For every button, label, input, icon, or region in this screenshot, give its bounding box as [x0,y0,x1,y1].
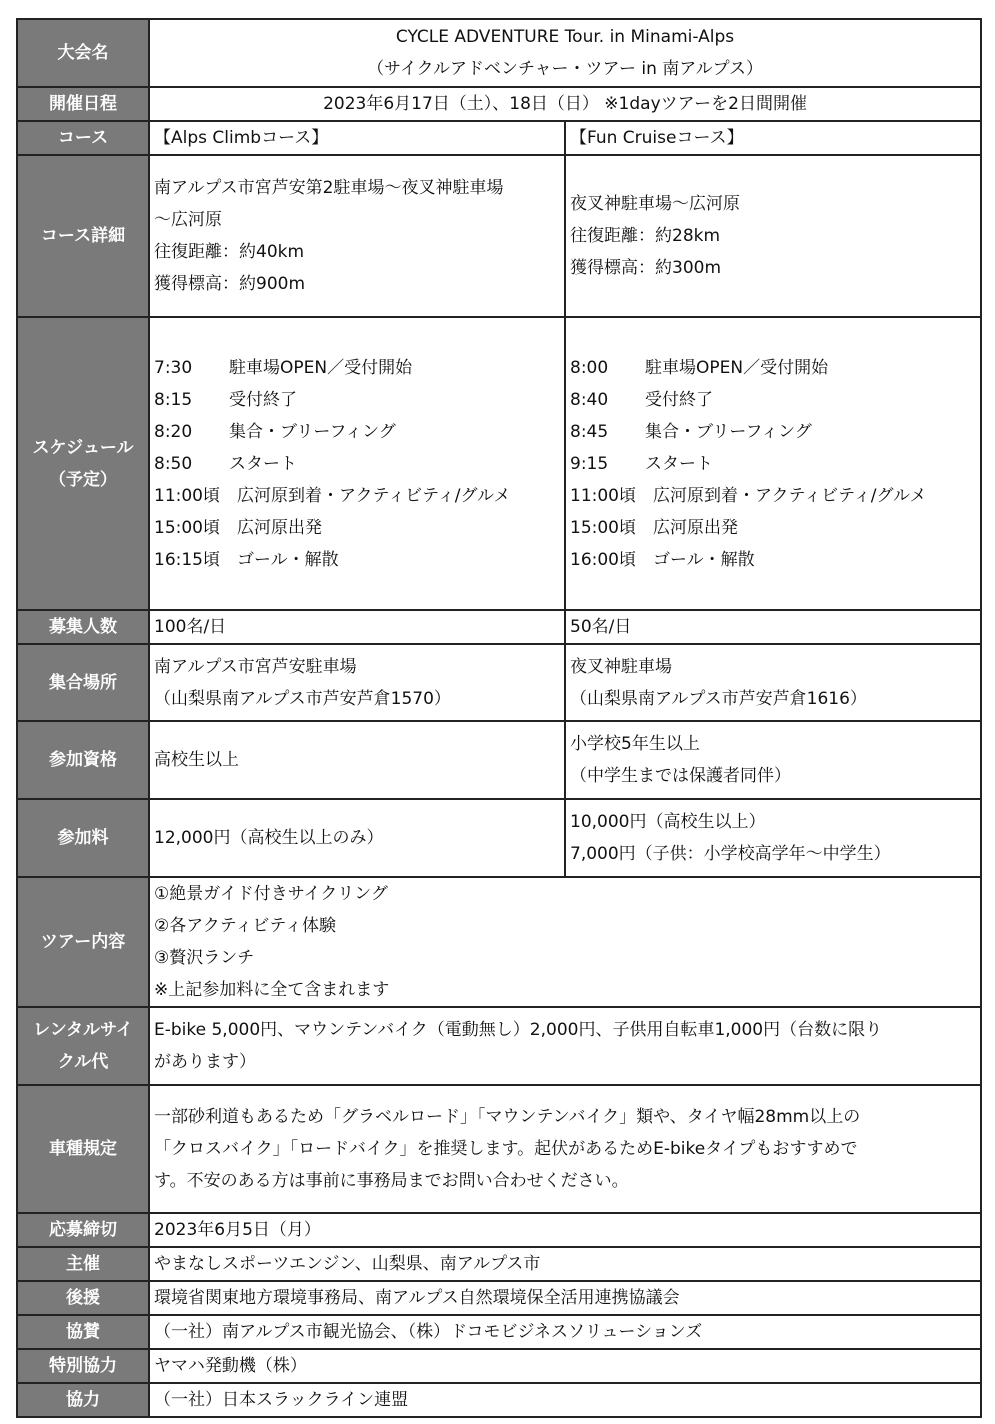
label-dates: 開催日程 [17,87,149,121]
schedule-item [570,384,976,416]
row-cooperation [17,1383,981,1417]
label-support: 後援 [17,1281,149,1315]
label-meeting: 集合場所 [17,644,149,721]
schedule-time: 16:15頃 [154,549,220,570]
label-schedule [17,317,149,610]
schedule-time: 9:15 [570,453,609,474]
special-value: ヤマハ発動機（株） [149,1349,981,1383]
rental-line: E-bike 5,000円、マウンテンバイク（電動無し）2,000円、子供用自転車1,000円（台数に限り [154,1020,883,1040]
capacity-climb: 100名/日 [149,610,565,644]
schedule-event: 駐車場OPEN／受付開始 [229,357,413,378]
label-sponsor: 協賛 [17,1315,149,1349]
event-name-en: CYCLE ADVENTURE Tour. in Minami-Alps [395,27,735,47]
schedule-time: 15:00頃 [570,517,636,538]
schedule-event: ゴール・解散 [237,549,339,570]
meeting-cruise [565,644,981,721]
schedule-item [154,480,560,512]
eligibility-cruise [565,721,981,799]
meeting-address: （山梨県南アルプス市芦安芦倉1570） [154,688,451,709]
schedule-time: 15:00頃 [154,517,220,538]
row-capacity [17,610,981,644]
label-schedule-sub: （予定） [49,469,117,490]
schedule-time: 11:00頃 [570,485,636,506]
label-bike-rules: 車種規定 [17,1085,149,1213]
row-schedule [17,317,981,610]
schedule-event: スタート [229,453,297,474]
detail-line: 獲得標高：約900m [154,274,306,294]
label-cooperation: 協力 [17,1383,149,1417]
rental-value [149,1007,981,1085]
schedule-time: 7:30 [154,357,193,378]
event-name-cell [149,19,981,87]
schedule-event: スタート [645,453,713,474]
label-rental-2: クル代 [57,1052,109,1072]
tour-item: ③贅沢ランチ [154,948,255,968]
course-detail-cruise [565,155,981,317]
row-event-name [17,19,981,87]
schedule-event: ゴール・解散 [653,549,755,570]
course-cruise: 【Fun Cruiseコース】 [565,121,981,155]
schedule-time: 8:40 [570,389,609,410]
row-course-detail [17,155,981,317]
row-meeting [17,644,981,721]
bike-rules-line: す。不安のある方は事前に事務局までお問い合わせください。 [154,1171,629,1191]
dates-value: 2023年6月17日（土）、18日（日） ※1dayツアーを2日間開催 [149,87,981,121]
meeting-address: （山梨県南アルプス市芦安芦倉1616） [570,688,867,709]
row-dates [17,87,981,121]
label-deadline: 応募締切 [17,1213,149,1247]
row-eligibility [17,721,981,799]
schedule-event: 集合・ブリーフィング [645,421,812,442]
schedule-item [154,352,560,384]
schedule-item [154,544,560,576]
schedule-item [154,448,560,480]
fee-cruise [565,799,981,877]
label-course: コース [17,121,149,155]
label-schedule-main: スケジュール [32,437,134,458]
schedule-item [154,512,560,544]
label-rental [17,1007,149,1085]
schedule-item [570,480,976,512]
label-special: 特別協力 [17,1349,149,1383]
organizer-value: やまなしスポーツエンジン、山梨県、南アルプス市 [149,1247,981,1281]
label-event-name: 大会名 [17,19,149,87]
schedule-time: 8:20 [154,421,193,442]
schedule-item [570,512,976,544]
schedule-item [154,416,560,448]
label-organizer: 主催 [17,1247,149,1281]
eligibility-line: 小学校5年生以上 [570,734,700,754]
eligibility-line: （中学生までは保護者同伴） [570,766,791,786]
row-fee [17,799,981,877]
rental-line: があります） [154,1052,256,1072]
event-name-ja: （サイクルアドベンチャー・ツアー in 南アルプス） [367,59,763,79]
schedule-time: 8:50 [154,453,193,474]
schedule-item [570,352,976,384]
schedule-climb [149,317,565,610]
schedule-event: 広河原到着・アクティビティ/グルメ [237,485,511,506]
row-bike-rules [17,1085,981,1213]
schedule-time: 8:15 [154,389,193,410]
schedule-item [154,384,560,416]
capacity-cruise: 50名/日 [565,610,981,644]
row-course [17,121,981,155]
tour-item: ※上記参加料に全て含まれます [154,980,390,1000]
label-rental-1: レンタルサイ [33,1020,133,1040]
schedule-event: 受付終了 [229,389,297,410]
schedule-event: 広河原到着・アクティビティ/グルメ [653,485,927,506]
cooperation-value: （一社）日本スラックライン連盟 [149,1383,981,1417]
fee-line: 10,000円（高校生以上） [570,812,766,832]
detail-line: 往復距離：約28km [570,226,721,246]
row-deadline [17,1213,981,1247]
row-organizer [17,1247,981,1281]
meeting-climb [149,644,565,721]
meeting-place: 南アルプス市宮芦安駐車場 [154,656,357,677]
label-eligibility: 参加資格 [17,721,149,799]
bike-rules-value [149,1085,981,1213]
detail-line: 往復距離：約40km [154,242,305,262]
row-rental [17,1007,981,1085]
detail-line: 南アルプス市宮芦安第2駐車場～夜叉神駐車場 [154,178,504,198]
schedule-time: 16:00頃 [570,549,636,570]
fee-line: 7,000円（子供：小学校高学年～中学生） [570,844,891,864]
schedule-event: 駐車場OPEN／受付開始 [645,357,829,378]
bike-rules-line: 「クロスバイク」「ロードバイク」を推奨します。起伏があるためE-bikeタイプもおすすめで [154,1139,858,1159]
row-sponsor [17,1315,981,1349]
label-fee: 参加料 [17,799,149,877]
schedule-item [570,448,976,480]
label-tour: ツアー内容 [17,877,149,1007]
label-capacity: 募集人数 [17,610,149,644]
label-course-detail: コース詳細 [17,155,149,317]
row-tour [17,877,981,1007]
tour-content [149,877,981,1007]
schedule-item [570,416,976,448]
detail-line: ～広河原 [154,210,222,230]
schedule-time: 11:00頃 [154,485,220,506]
row-special [17,1349,981,1383]
row-support [17,1281,981,1315]
schedule-event: 受付終了 [645,389,713,410]
detail-line: 夜叉神駐車場～広河原 [570,194,740,214]
schedule-time: 8:45 [570,421,609,442]
schedule-event: 広河原出発 [237,517,322,538]
meeting-place: 夜叉神駐車場 [570,656,672,677]
sponsor-value: （一社）南アルプス市観光協会、（株）ドコモビジネスソリューションズ [149,1315,981,1349]
schedule-cruise [565,317,981,610]
schedule-time: 8:00 [570,357,609,378]
deadline-value: 2023年6月5日（月） [149,1213,981,1247]
schedule-event: 集合・ブリーフィング [229,421,396,442]
detail-line: 獲得標高：約300m [570,258,722,278]
schedule-event: 広河原出発 [653,517,738,538]
schedule-item [570,544,976,576]
course-detail-climb [149,155,565,317]
fee-climb: 12,000円（高校生以上のみ） [149,799,565,877]
course-climb: 【Alps Climbコース】 [149,121,565,155]
eligibility-climb: 高校生以上 [149,721,565,799]
tour-item: ①絶景ガイド付きサイクリング [154,884,388,904]
event-info-table [16,18,982,1418]
bike-rules-line: 一部砂利道もあるため「グラベルロード」「マウンテンバイク」類や、タイヤ幅28mm以上の [154,1107,861,1127]
tour-item: ②各アクティビティ体験 [154,916,337,936]
support-value: 環境省関東地方環境事務局、南アルプス自然環境保全活用連携協議会 [149,1281,981,1315]
